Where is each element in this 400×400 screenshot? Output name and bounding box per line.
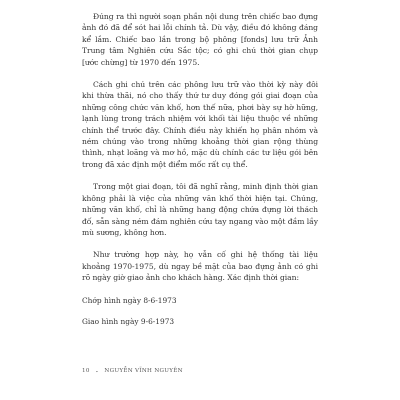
body-text [82, 11, 318, 337]
date-line-capture: Chớp hình ngày 8-6-1973 [82, 295, 177, 305]
paragraph-4: Như trường hợp này, họ vẫn cố ghi hệ thống tài liệu khoảng 1970-1975, dù ngay bề mặt của bao đựng ảnh có ghi rõ ngày giờ giao ảnh cho khách hàng. Xác định thời gian: [82, 250, 318, 283]
page-footer [82, 368, 183, 374]
date-line-delivery: Giao hình ngày 9-6-1973 [82, 316, 175, 326]
paragraph-2: Cách ghi chú trên các phông lưu trữ vào thời kỳ này đôi khi thừa thãi, nó cho thấy thứ tư duy đóng gói giai đoạn của những công chức văn khố, hơn thế nữa, phơi bày sự hờ hững, lạnh lùng trong trách nhiệm với khối tài liệu thuộc về những chính thể trước đây. Chính điều này khiến họ phân nhóm và ném chúng vào trong những khoảng thời gian rộng thùng thình, nhạt loãng và mơ hồ, mặc dù chính các tư liệu gói bên trong đã xác định một điểm mốc rất cụ thể. [82, 80, 318, 169]
footer-separator: • [95, 368, 99, 374]
running-author: NGUYỄN VĨNH NGUYÊN [104, 368, 183, 374]
paragraph-1: Đúng ra thì người soạn phần nội dung trên chiếc bao đựng ảnh đó đã để sót hai lỗi chính tả. Dù vậy, điều đó không đáng kể lắm. Chiếc bao lần trong bộ phông [fonds] lưu trữ Ảnh Trung tâm Nghiên cứu Sắc tộc; có ghi chú thời gian chụp [ước chừng] từ 1970 đến 1975. [82, 12, 318, 67]
paragraph-3: Trong một giai đoạn, tôi đã nghĩ rằng, minh định thời gian không phải là việc của những văn khố thời hiện tại. Chúng, những văn khố, chỉ là những hang động chứa đựng lời thách đố, sẵn sàng ném đám nghiên cứu tay ngang vào một đầm lầy mù sương, không hơn. [82, 182, 318, 237]
page-number: 10 [82, 368, 90, 374]
